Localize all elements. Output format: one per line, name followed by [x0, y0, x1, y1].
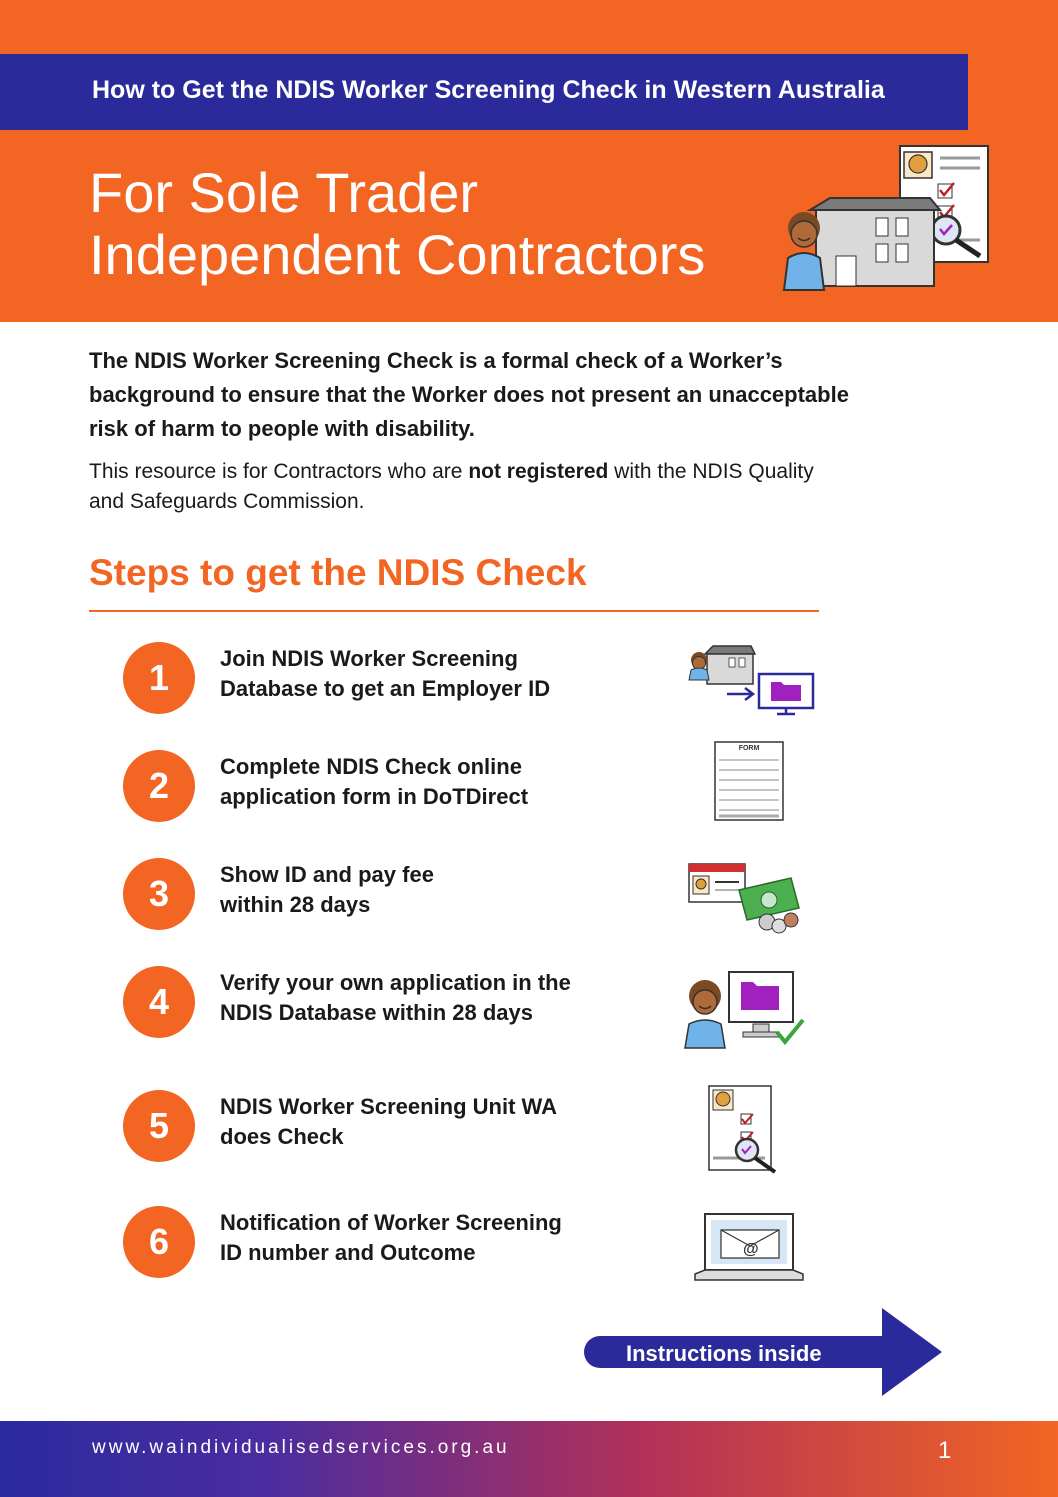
step-text [220, 1208, 640, 1268]
audience-note-text: This resource is for Contractors who are [89, 460, 469, 483]
step-item [123, 1090, 823, 1170]
step-text [220, 1092, 640, 1152]
instructions-inside-label: Instructions inside [626, 1341, 822, 1366]
banner-title: How to Get the NDIS Worker Screening Check in Western Australia [92, 76, 885, 104]
step-number: 4 [123, 966, 195, 1038]
step-text-line: ID number and Outcome [220, 1240, 476, 1265]
step-number: 2 [123, 750, 195, 822]
steps-heading: Steps to get the NDIS Check [89, 552, 587, 593]
step-text-line: Verify your own application in the [220, 970, 571, 995]
step-text [220, 752, 640, 812]
employer-database-icon [687, 638, 817, 716]
step-text-line: within 28 days [220, 892, 371, 917]
step-text-line: NDIS Worker Screening Unit WA [220, 1094, 557, 1119]
step-item [123, 858, 823, 938]
audience-note [89, 457, 849, 517]
step-text-line: does Check [220, 1124, 344, 1149]
page-title-line1: For Sole Trader [89, 161, 479, 224]
step-text [220, 968, 640, 1028]
step-number: 3 [123, 858, 195, 930]
hero-section [0, 0, 1058, 322]
audience-note-text-end: with the NDIS Quality and Safeguards Commission. [89, 460, 814, 513]
step-number: 5 [123, 1090, 195, 1162]
audience-note-emphasis: not registered [468, 460, 609, 483]
instructions-inside-button[interactable] [582, 1304, 944, 1400]
page-title-line2: Independent Contractors [89, 223, 706, 286]
heading-divider [89, 610, 819, 612]
page-title [89, 162, 705, 286]
step-item [123, 745, 823, 830]
step-text-line: NDIS Database within 28 days [220, 1000, 533, 1025]
step-text-line: Join NDIS Worker Screening [220, 646, 518, 671]
id-and-money-icon [687, 860, 807, 938]
checklist-magnifier-icon [707, 1084, 799, 1176]
step-text-line: application form in DoTDirect [220, 784, 529, 809]
page-number: 1 [938, 1437, 952, 1464]
email-laptop-icon [693, 1212, 805, 1286]
worker-building-checklist-icon [780, 140, 1010, 300]
step-item [123, 1206, 823, 1286]
step-number: 6 [123, 1206, 195, 1278]
step-text-line: Show ID and pay fee [220, 862, 434, 887]
footer [0, 1421, 1058, 1497]
website-link[interactable]: www.waindividualisedservices.org.au [92, 1437, 510, 1458]
svg-text:@: @ [743, 1241, 759, 1258]
step-text [220, 860, 640, 920]
form-icon [713, 740, 785, 822]
verify-computer-icon [681, 970, 811, 1052]
step-item [123, 642, 823, 722]
step-text [220, 644, 640, 704]
form-icon-label: FORM [738, 745, 760, 752]
step-text-line: Database to get an Employer ID [220, 676, 551, 701]
step-item [123, 966, 823, 1046]
intro-paragraph: The NDIS Worker Screening Check is a formal check of a Worker’s background to ensure that the Worker does not present an unacceptable risk of harm to people with disability. [89, 348, 849, 441]
title-banner [0, 54, 968, 130]
step-number: 1 [123, 642, 195, 714]
step-text-line: Complete NDIS Check online [220, 754, 522, 779]
step-text-line: Notification of Worker Screening [220, 1210, 562, 1235]
